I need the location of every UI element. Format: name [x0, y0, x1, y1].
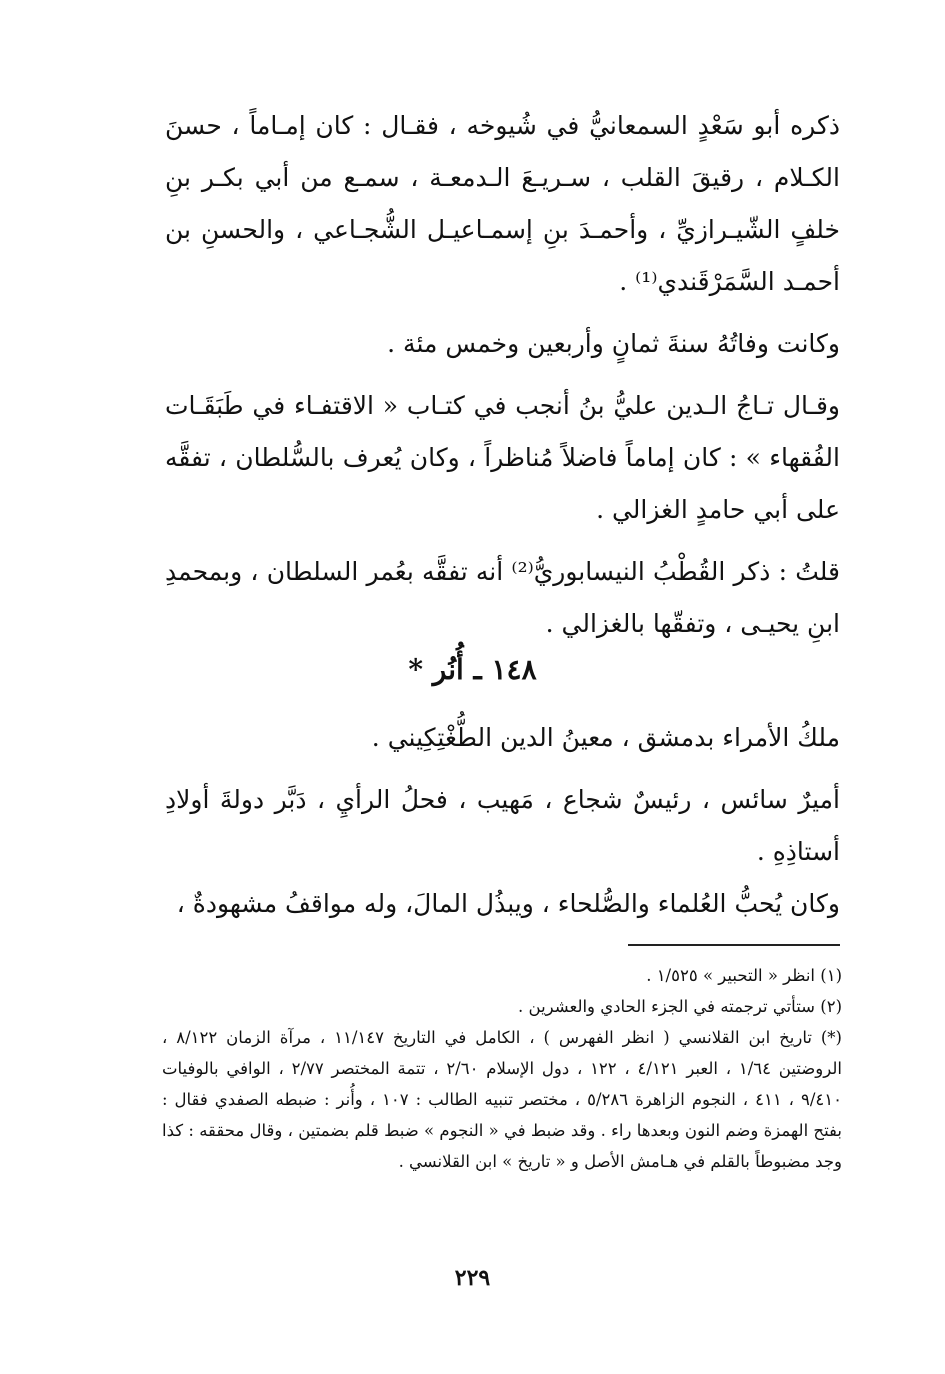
paragraph-author-note: قلتُ : ذكر القُطْبُ النيسابوريُّ⁽²⁾ أنه تفقَّه بعُمر السلطان ، وبمحمدِ ابنِ يحيـى ، وتفقّها بالغزالي . — [165, 557, 840, 638]
paragraph-tajuddin-quote: وقـال تـاجُ الـدين عليُّ بنُ أنجب في كتـاب « الاقتفـاء في طَبَقَـات الفُقهاء » : كان إماماً فاضلاً مُناظراً ، وكان يُعرف بالسُّلطان ، تفقَّه على أبي حامدٍ الغزالي . — [165, 391, 840, 524]
paragraph-death-date: وكانت وفاتُهُ سنةَ ثمانٍ وأربعين وخمس مئة . — [387, 329, 840, 358]
entry-text — [165, 712, 840, 930]
entry-paragraph-virtues: وكان يُحبُّ العُلماء والصُّلحاء ، ويبذُل المالَ، وله مواقفُ مشهودةٌ ، — [176, 889, 840, 918]
footnote-1: (١) انظر « التحبير » ١/٥٢٥ . — [646, 966, 842, 985]
paragraph-biography-sources: ذكره أبو سَعْدٍ السمعانيُّ في شُيوخه ، فقـال : كان إمـاماً ، حسنَ الكـلام ، رقيقَ القلب ، سـريـعَ الـدمعـة ، سمـع من أبي بكـر بنِ خلفٍ الشّيـرازيِّ ، وأحمـدَ بنِ إسمـاعيـل الشُّجـاعي ، والحسنِ بن أحمـد السَّمَرْقَندي⁽¹⁾ . — [165, 111, 840, 296]
footnote-separator — [628, 944, 840, 946]
entry-paragraph-description: أميرٌ سائس ، رئيسٌ شجاع ، مَهيب ، فحلُ الرأيِ ، دَبَّر دولةَ أولادِ أستاذِهِ . — [165, 785, 840, 866]
footnotes — [162, 960, 842, 1177]
footnote-sources: (*) تاريخ ابن القلانسي ( انظر الفهرس ) ، الكامل في التاريخ ١١/١٤٧ ، مرآة الزمان ٨/١٢٢ ، الروضتين ١/٦٤ ، العبر ٤/١٢١ ، ١٢٢ ، دول الإسلام ٢/٦٠ ، تتمة المختصر ٢/٧٧ ، الوافي بالوفيات ٩/٤١٠ ، ٤١١ ، النجوم الزاهرة ٥/٢٨٦ ، مختصر تنبيه الطالب : ١٠٧ ، وأُنر : ضبطه الصفدي فقال : بفتح الهمزة وضم النون وبعدها راء . وقد ضبط في « النجوم » ضبط قلم بضمتين ، وقال محققه : كذا وجد مضبوطاً بالقلم في هـامش الأصل و « تاريخ » ابن القلانسي . — [162, 1028, 843, 1171]
main-text — [165, 100, 840, 650]
entry-paragraph-title: ملكُ الأمراء بدمشق ، معينُ الدين الطُّغْتِكِيني . — [371, 723, 840, 752]
footnote-2: (٢) ستأتي ترجمته في الجزء الحادي والعشرين . — [518, 997, 842, 1016]
entry-heading: ١٤٨ ـ أُنُر * — [408, 653, 537, 686]
page-number: ٢٢٩ — [454, 1265, 491, 1291]
